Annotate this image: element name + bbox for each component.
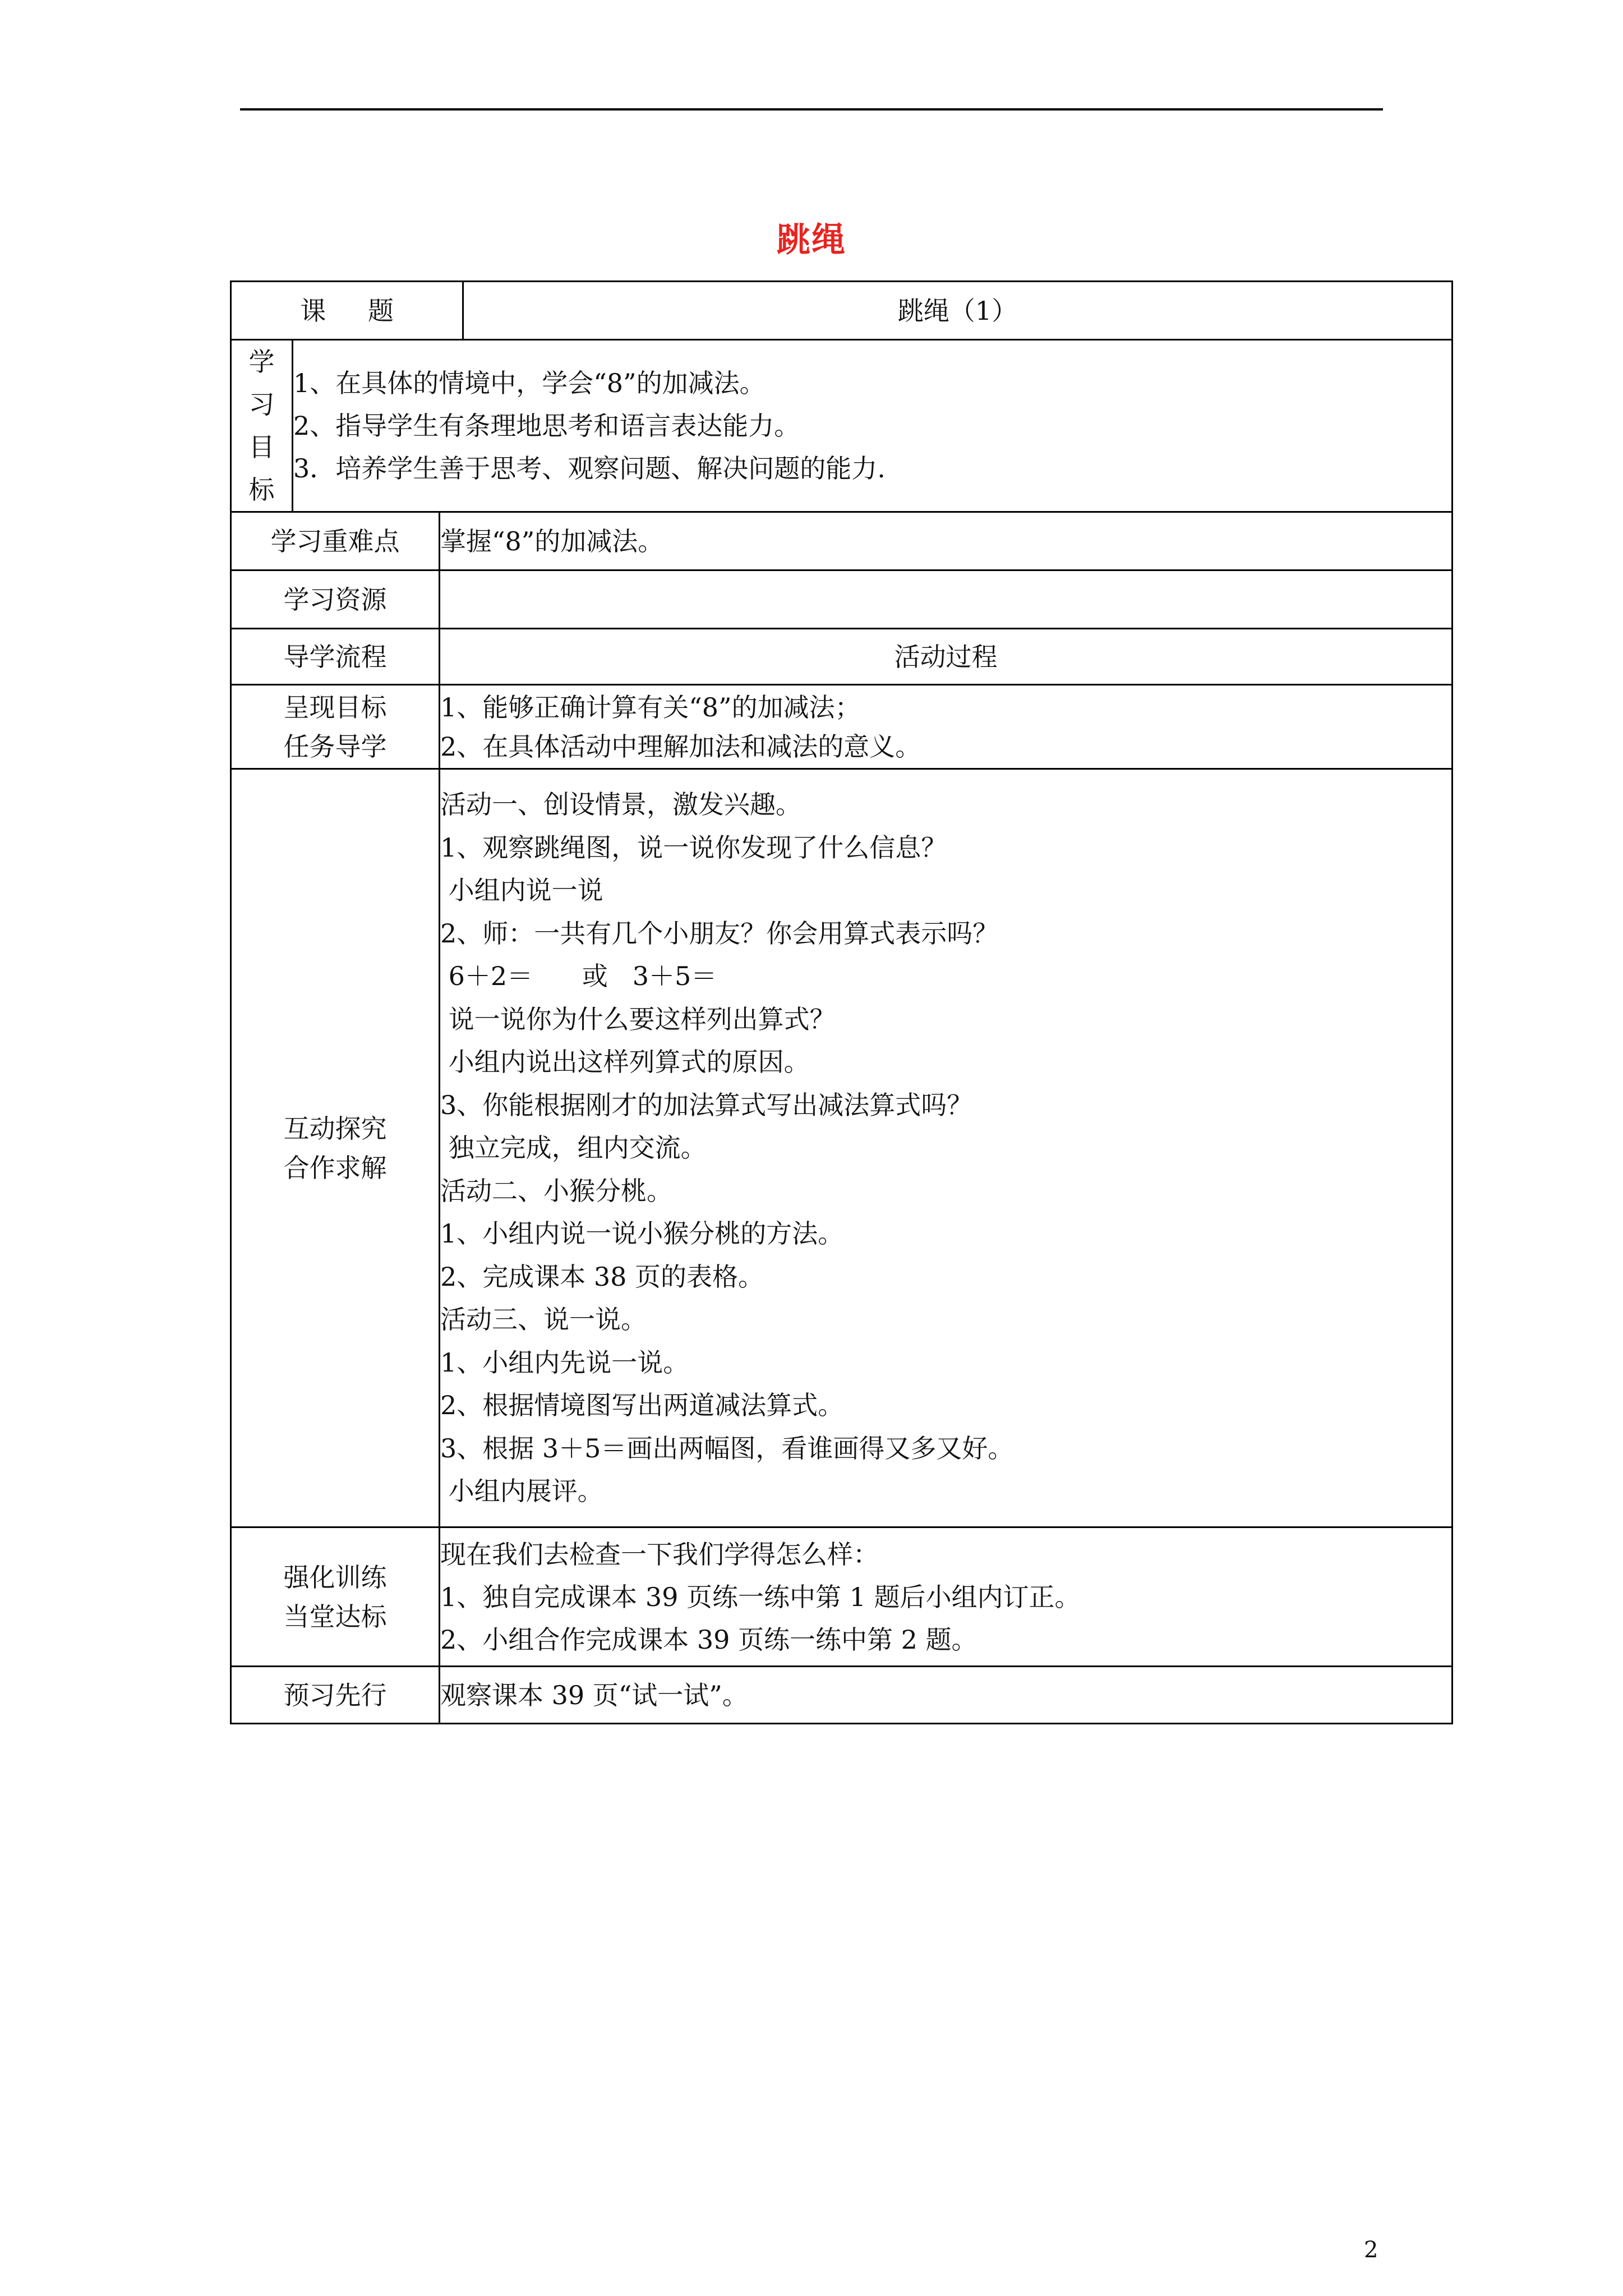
flow-value: 活动过程 xyxy=(440,629,1453,685)
explore-line: 活动三、说一说。 xyxy=(440,1304,647,1335)
topic-label: 课 题 xyxy=(231,282,463,340)
resources-label: 学习资源 xyxy=(231,570,440,629)
explore-line: 1、小组内说一说小猴分桃的方法。 xyxy=(440,1218,844,1249)
objective-line: 1、在具体的情境中，学会“8”的加减法。 xyxy=(293,368,766,398)
explore-label: 互动探究 合作求解 xyxy=(231,769,440,1527)
objectives-label: 学 习 目 标 xyxy=(231,340,293,512)
explore-line: 2、根据情境图写出两道减法算式。 xyxy=(440,1390,844,1421)
explore-line: 6＋2＝ 或 3＋5＝ xyxy=(440,961,717,992)
row-flow xyxy=(231,629,1453,685)
row-practice xyxy=(231,1527,1453,1667)
present-line: 2、在具体活动中理解加法和减法的意义。 xyxy=(440,731,921,762)
row-resources xyxy=(231,570,1453,629)
explore-line: 2、师：一共有几个小朋友？你会用算式表示吗？ xyxy=(440,918,999,949)
flow-label: 导学流程 xyxy=(231,629,440,685)
explore-line: 2、完成课本 38 页的表格。 xyxy=(440,1261,764,1292)
explore-line: 3、你能根据刚才的加法算式写出减法算式吗？ xyxy=(440,1089,973,1120)
key-points-label: 学习重难点 xyxy=(231,512,440,570)
preview-label: 预习先行 xyxy=(231,1667,440,1724)
objective-line: 3．培养学生善于思考、观察问题、解决问题的能力. xyxy=(293,453,886,484)
explore-line: 说一说你为什么要这样列出算式？ xyxy=(440,1004,836,1034)
explore-line: 3、根据 3＋5＝画出两幅图，看谁画得又多又好。 xyxy=(440,1433,1014,1464)
row-objectives xyxy=(231,340,1453,512)
explore-line: 1、小组内先说一说。 xyxy=(440,1347,689,1378)
practice-line: 现在我们去检查一下我们学得怎么样： xyxy=(440,1539,879,1570)
explore-line: 小组内说出这样列算式的原因。 xyxy=(440,1047,810,1078)
practice-line: 2、小组合作完成课本 39 页练一练中第 2 题。 xyxy=(440,1624,978,1655)
topic-value: 跳绳（1） xyxy=(463,282,1453,340)
present-label: 呈现目标 任务导学 xyxy=(231,685,440,769)
row-present xyxy=(231,685,1453,769)
explore-line: 独立完成，组内交流。 xyxy=(440,1133,707,1163)
objective-line: 2、指导学生有条理地思考和语言表达能力。 xyxy=(293,411,800,441)
resources-value xyxy=(440,570,1453,629)
row-explore xyxy=(231,769,1453,1527)
header-rule xyxy=(240,108,1383,111)
row-preview xyxy=(231,1667,1453,1724)
present-content xyxy=(440,685,1453,769)
explore-content xyxy=(440,769,1453,1527)
row-key-points xyxy=(231,512,1453,570)
explore-line: 活动二、小猴分桃。 xyxy=(440,1175,672,1206)
document-title: 跳绳 xyxy=(777,220,846,260)
explore-line: 小组内说一说 xyxy=(440,875,603,906)
practice-label: 强化训练 当堂达标 xyxy=(231,1527,440,1667)
row-topic xyxy=(231,282,1453,340)
lesson-plan-table xyxy=(230,280,1453,1724)
practice-content xyxy=(440,1527,1453,1667)
explore-line: 小组内展评。 xyxy=(440,1476,603,1507)
page-number: 2 xyxy=(1364,2237,1378,2263)
explore-line: 活动一、创设情景，激发兴趣。 xyxy=(440,789,801,820)
practice-line: 1、独自完成课本 39 页练一练中第 1 题后小组内订正。 xyxy=(440,1581,1081,1612)
key-points-value: 掌握“8”的加减法。 xyxy=(440,512,1453,570)
explore-line: 1、观察跳绳图，说一说你发现了什么信息？ xyxy=(440,832,947,863)
objectives-content xyxy=(293,340,1453,512)
preview-value: 观察课本 39 页“试一试”。 xyxy=(440,1667,1453,1724)
present-line: 1、能够正确计算有关“8”的加减法； xyxy=(440,692,861,723)
